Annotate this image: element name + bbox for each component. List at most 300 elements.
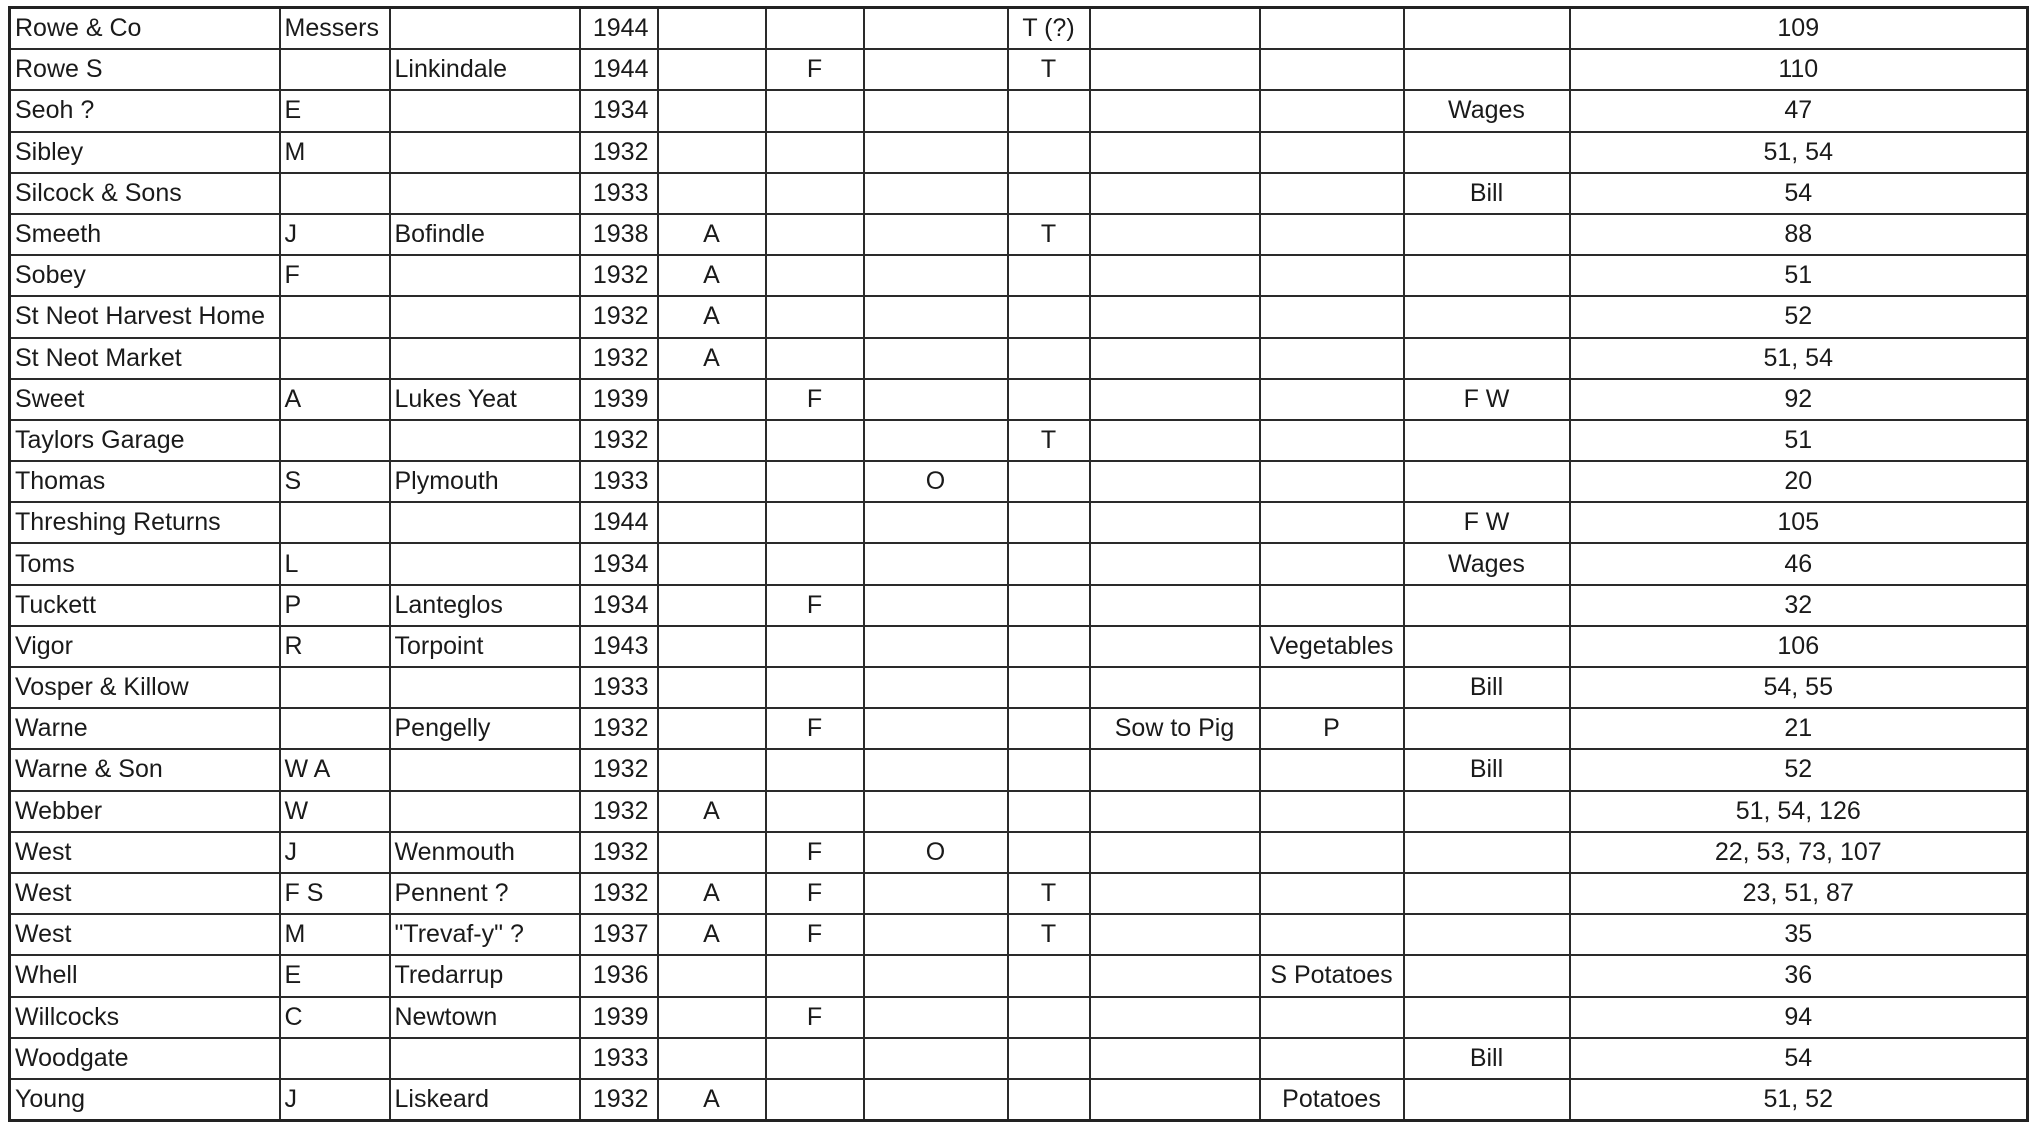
year-cell: 1932	[580, 132, 658, 173]
place-cell: Lukes Yeat	[390, 379, 580, 420]
table-row	[10, 832, 2028, 873]
t-cell	[1008, 749, 1090, 790]
place-cell	[390, 173, 580, 214]
page-cell: 23, 51, 87	[1570, 873, 2028, 914]
table-row	[10, 296, 2028, 337]
place-cell	[390, 791, 580, 832]
f-cell	[766, 420, 864, 461]
note-cell	[1090, 338, 1260, 379]
name-cell: Smeeth	[10, 214, 280, 255]
name-cell: St Neot Market	[10, 338, 280, 379]
table-row	[10, 90, 2028, 131]
produce-cell	[1260, 749, 1404, 790]
f-cell: F	[766, 832, 864, 873]
year-cell: 1937	[580, 914, 658, 955]
a-cell	[658, 461, 766, 502]
type-cell	[1404, 791, 1570, 832]
a-cell	[658, 173, 766, 214]
name-cell: Willcocks	[10, 997, 280, 1038]
initial-cell: E	[280, 90, 390, 131]
type-cell: Wages	[1404, 90, 1570, 131]
type-cell	[1404, 49, 1570, 90]
table-row	[10, 132, 2028, 173]
table-row	[10, 997, 2028, 1038]
o-cell	[864, 914, 1008, 955]
note-cell	[1090, 873, 1260, 914]
t-cell	[1008, 296, 1090, 337]
o-cell	[864, 420, 1008, 461]
note-cell	[1090, 832, 1260, 873]
name-cell: Sobey	[10, 255, 280, 296]
name-cell: Rowe & Co	[10, 8, 280, 50]
o-cell	[864, 1079, 1008, 1121]
page-cell: 52	[1570, 296, 2028, 337]
initial-cell: L	[280, 543, 390, 584]
name-cell: St Neot Harvest Home	[10, 296, 280, 337]
t-cell	[1008, 667, 1090, 708]
table-row	[10, 379, 2028, 420]
produce-cell: S Potatoes	[1260, 955, 1404, 996]
f-cell	[766, 1038, 864, 1079]
t-cell	[1008, 708, 1090, 749]
year-cell: 1934	[580, 90, 658, 131]
page-cell: 52	[1570, 749, 2028, 790]
t-cell	[1008, 1079, 1090, 1121]
initial-cell: M	[280, 132, 390, 173]
note-cell	[1090, 585, 1260, 626]
name-cell: Toms	[10, 543, 280, 584]
produce-cell	[1260, 379, 1404, 420]
note-cell	[1090, 914, 1260, 955]
f-cell	[766, 255, 864, 296]
table-row	[10, 749, 2028, 790]
table-row	[10, 914, 2028, 955]
type-cell	[1404, 338, 1570, 379]
o-cell	[864, 132, 1008, 173]
o-cell	[864, 955, 1008, 996]
f-cell	[766, 338, 864, 379]
a-cell	[658, 90, 766, 131]
a-cell	[658, 626, 766, 667]
a-cell	[658, 379, 766, 420]
type-cell	[1404, 214, 1570, 255]
t-cell	[1008, 379, 1090, 420]
o-cell	[864, 49, 1008, 90]
name-cell: Rowe S	[10, 49, 280, 90]
produce-cell	[1260, 997, 1404, 1038]
name-cell: Seoh ?	[10, 90, 280, 131]
o-cell	[864, 338, 1008, 379]
page-cell: 54	[1570, 1038, 2028, 1079]
type-cell	[1404, 132, 1570, 173]
t-cell: T (?)	[1008, 8, 1090, 50]
t-cell	[1008, 338, 1090, 379]
page-cell: 94	[1570, 997, 2028, 1038]
name-cell: Threshing Returns	[10, 502, 280, 543]
produce-cell	[1260, 255, 1404, 296]
place-cell	[390, 667, 580, 708]
initial-cell	[280, 420, 390, 461]
place-cell	[390, 420, 580, 461]
t-cell: T	[1008, 420, 1090, 461]
produce-cell: Vegetables	[1260, 626, 1404, 667]
year-cell: 1932	[580, 873, 658, 914]
a-cell	[658, 49, 766, 90]
initial-cell	[280, 173, 390, 214]
o-cell	[864, 255, 1008, 296]
note-cell	[1090, 955, 1260, 996]
year-cell: 1938	[580, 214, 658, 255]
t-cell	[1008, 502, 1090, 543]
t-cell: T	[1008, 49, 1090, 90]
t-cell: T	[1008, 214, 1090, 255]
page-cell: 105	[1570, 502, 2028, 543]
produce-cell	[1260, 667, 1404, 708]
a-cell: A	[658, 214, 766, 255]
place-cell	[390, 543, 580, 584]
type-cell	[1404, 1079, 1570, 1121]
o-cell	[864, 543, 1008, 584]
year-cell: 1933	[580, 1038, 658, 1079]
table-row	[10, 338, 2028, 379]
o-cell	[864, 90, 1008, 131]
f-cell	[766, 173, 864, 214]
o-cell	[864, 708, 1008, 749]
f-cell	[766, 749, 864, 790]
f-cell: F	[766, 585, 864, 626]
note-cell	[1090, 255, 1260, 296]
f-cell: F	[766, 914, 864, 955]
place-cell: Newtown	[390, 997, 580, 1038]
t-cell	[1008, 90, 1090, 131]
name-cell: Warne	[10, 708, 280, 749]
a-cell	[658, 502, 766, 543]
initial-cell	[280, 1038, 390, 1079]
produce-cell: P	[1260, 708, 1404, 749]
a-cell	[658, 997, 766, 1038]
place-cell: "Trevaf-y" ?	[390, 914, 580, 955]
name-cell: Whell	[10, 955, 280, 996]
t-cell	[1008, 461, 1090, 502]
o-cell	[864, 1038, 1008, 1079]
place-cell	[390, 338, 580, 379]
place-cell	[390, 1038, 580, 1079]
note-cell	[1090, 8, 1260, 50]
page-cell: 21	[1570, 708, 2028, 749]
t-cell	[1008, 626, 1090, 667]
table-row	[10, 255, 2028, 296]
table-row	[10, 49, 2028, 90]
initial-cell: P	[280, 585, 390, 626]
o-cell	[864, 214, 1008, 255]
type-cell	[1404, 420, 1570, 461]
t-cell	[1008, 791, 1090, 832]
produce-cell	[1260, 90, 1404, 131]
name-cell: West	[10, 832, 280, 873]
page-cell: 20	[1570, 461, 2028, 502]
year-cell: 1934	[580, 585, 658, 626]
page-cell: 46	[1570, 543, 2028, 584]
table-row	[10, 708, 2028, 749]
place-cell: Lanteglos	[390, 585, 580, 626]
initial-cell	[280, 296, 390, 337]
table-row	[10, 502, 2028, 543]
t-cell	[1008, 997, 1090, 1038]
year-cell: 1932	[580, 749, 658, 790]
note-cell	[1090, 214, 1260, 255]
page-cell: 88	[1570, 214, 2028, 255]
f-cell	[766, 791, 864, 832]
initial-cell	[280, 667, 390, 708]
year-cell: 1943	[580, 626, 658, 667]
year-cell: 1944	[580, 502, 658, 543]
page-cell: 109	[1570, 8, 2028, 50]
type-cell	[1404, 461, 1570, 502]
place-cell	[390, 296, 580, 337]
year-cell: 1932	[580, 791, 658, 832]
table-row	[10, 543, 2028, 584]
year-cell: 1944	[580, 49, 658, 90]
o-cell	[864, 873, 1008, 914]
ledger-body	[10, 8, 2028, 1121]
type-cell: F W	[1404, 379, 1570, 420]
type-cell	[1404, 832, 1570, 873]
produce-cell	[1260, 214, 1404, 255]
initial-cell: Messers	[280, 8, 390, 50]
produce-cell	[1260, 8, 1404, 50]
type-cell: Wages	[1404, 543, 1570, 584]
produce-cell	[1260, 1038, 1404, 1079]
place-cell	[390, 502, 580, 543]
o-cell: O	[864, 832, 1008, 873]
table-row	[10, 667, 2028, 708]
type-cell	[1404, 873, 1570, 914]
f-cell	[766, 461, 864, 502]
f-cell: F	[766, 997, 864, 1038]
a-cell	[658, 1038, 766, 1079]
table-row	[10, 420, 2028, 461]
note-cell	[1090, 49, 1260, 90]
table-row	[10, 461, 2028, 502]
note-cell	[1090, 667, 1260, 708]
initial-cell	[280, 502, 390, 543]
page-cell: 32	[1570, 585, 2028, 626]
type-cell: Bill	[1404, 173, 1570, 214]
name-cell: Vigor	[10, 626, 280, 667]
page-cell: 51, 52	[1570, 1079, 2028, 1121]
year-cell: 1939	[580, 379, 658, 420]
page-cell: 35	[1570, 914, 2028, 955]
page-cell: 92	[1570, 379, 2028, 420]
a-cell: A	[658, 255, 766, 296]
page-cell: 47	[1570, 90, 2028, 131]
initial-cell	[280, 49, 390, 90]
name-cell: West	[10, 873, 280, 914]
year-cell: 1933	[580, 461, 658, 502]
type-cell	[1404, 296, 1570, 337]
place-cell: Pennent ?	[390, 873, 580, 914]
note-cell	[1090, 420, 1260, 461]
place-cell: Torpoint	[390, 626, 580, 667]
name-cell: Silcock & Sons	[10, 173, 280, 214]
o-cell	[864, 8, 1008, 50]
initial-cell: W A	[280, 749, 390, 790]
type-cell: F W	[1404, 502, 1570, 543]
produce-cell: Potatoes	[1260, 1079, 1404, 1121]
year-cell: 1932	[580, 255, 658, 296]
year-cell: 1933	[580, 667, 658, 708]
f-cell	[766, 955, 864, 996]
name-cell: Warne & Son	[10, 749, 280, 790]
page-cell: 54, 55	[1570, 667, 2028, 708]
produce-cell	[1260, 420, 1404, 461]
produce-cell	[1260, 585, 1404, 626]
a-cell: A	[658, 338, 766, 379]
name-cell: Sibley	[10, 132, 280, 173]
produce-cell	[1260, 873, 1404, 914]
page-cell: 51	[1570, 255, 2028, 296]
produce-cell	[1260, 296, 1404, 337]
place-cell	[390, 255, 580, 296]
a-cell	[658, 708, 766, 749]
note-cell: Sow to Pig	[1090, 708, 1260, 749]
type-cell	[1404, 8, 1570, 50]
table-row	[10, 214, 2028, 255]
name-cell: Thomas	[10, 461, 280, 502]
note-cell	[1090, 90, 1260, 131]
table-row	[10, 585, 2028, 626]
a-cell	[658, 667, 766, 708]
year-cell: 1934	[580, 543, 658, 584]
produce-cell	[1260, 832, 1404, 873]
o-cell	[864, 997, 1008, 1038]
a-cell	[658, 132, 766, 173]
note-cell	[1090, 132, 1260, 173]
o-cell	[864, 502, 1008, 543]
page-cell: 51, 54, 126	[1570, 791, 2028, 832]
type-cell	[1404, 255, 1570, 296]
note-cell	[1090, 749, 1260, 790]
place-cell	[390, 749, 580, 790]
o-cell: O	[864, 461, 1008, 502]
o-cell	[864, 296, 1008, 337]
note-cell	[1090, 461, 1260, 502]
t-cell	[1008, 955, 1090, 996]
place-cell	[390, 90, 580, 131]
o-cell	[864, 667, 1008, 708]
f-cell	[766, 626, 864, 667]
a-cell	[658, 420, 766, 461]
year-cell: 1932	[580, 1079, 658, 1121]
note-cell	[1090, 502, 1260, 543]
page-cell: 54	[1570, 173, 2028, 214]
t-cell	[1008, 585, 1090, 626]
o-cell	[864, 173, 1008, 214]
table-row	[10, 955, 2028, 996]
page-cell: 36	[1570, 955, 2028, 996]
f-cell	[766, 667, 864, 708]
initial-cell: A	[280, 379, 390, 420]
year-cell: 1932	[580, 296, 658, 337]
t-cell	[1008, 832, 1090, 873]
a-cell	[658, 543, 766, 584]
note-cell	[1090, 379, 1260, 420]
place-cell: Linkindale	[390, 49, 580, 90]
place-cell: Pengelly	[390, 708, 580, 749]
initial-cell: R	[280, 626, 390, 667]
initial-cell: C	[280, 997, 390, 1038]
name-cell: Webber	[10, 791, 280, 832]
f-cell	[766, 502, 864, 543]
year-cell: 1932	[580, 338, 658, 379]
note-cell	[1090, 296, 1260, 337]
initial-cell	[280, 338, 390, 379]
initial-cell: J	[280, 214, 390, 255]
produce-cell	[1260, 791, 1404, 832]
a-cell: A	[658, 914, 766, 955]
f-cell	[766, 90, 864, 131]
initial-cell: F	[280, 255, 390, 296]
type-cell: Bill	[1404, 749, 1570, 790]
place-cell: Liskeard	[390, 1079, 580, 1121]
produce-cell	[1260, 502, 1404, 543]
produce-cell	[1260, 338, 1404, 379]
t-cell	[1008, 1038, 1090, 1079]
place-cell: Tredarrup	[390, 955, 580, 996]
year-cell: 1936	[580, 955, 658, 996]
year-cell: 1933	[580, 173, 658, 214]
note-cell	[1090, 791, 1260, 832]
o-cell	[864, 585, 1008, 626]
f-cell: F	[766, 708, 864, 749]
a-cell	[658, 955, 766, 996]
type-cell: Bill	[1404, 667, 1570, 708]
f-cell: F	[766, 873, 864, 914]
type-cell	[1404, 626, 1570, 667]
year-cell: 1932	[580, 708, 658, 749]
note-cell	[1090, 1038, 1260, 1079]
type-cell	[1404, 955, 1570, 996]
a-cell: A	[658, 296, 766, 337]
table-row	[10, 1038, 2028, 1079]
initial-cell: J	[280, 832, 390, 873]
page-cell: 51, 54	[1570, 338, 2028, 379]
name-cell: Sweet	[10, 379, 280, 420]
t-cell	[1008, 132, 1090, 173]
page-cell: 110	[1570, 49, 2028, 90]
note-cell	[1090, 1079, 1260, 1121]
name-cell: Tuckett	[10, 585, 280, 626]
f-cell	[766, 296, 864, 337]
f-cell	[766, 132, 864, 173]
name-cell: Woodgate	[10, 1038, 280, 1079]
name-cell: Taylors Garage	[10, 420, 280, 461]
year-cell: 1944	[580, 8, 658, 50]
produce-cell	[1260, 914, 1404, 955]
place-cell: Bofindle	[390, 214, 580, 255]
a-cell: A	[658, 873, 766, 914]
place-cell	[390, 8, 580, 50]
a-cell	[658, 8, 766, 50]
a-cell	[658, 832, 766, 873]
produce-cell	[1260, 461, 1404, 502]
page-cell: 106	[1570, 626, 2028, 667]
year-cell: 1932	[580, 420, 658, 461]
t-cell	[1008, 543, 1090, 584]
f-cell	[766, 8, 864, 50]
t-cell: T	[1008, 914, 1090, 955]
place-cell: Wenmouth	[390, 832, 580, 873]
